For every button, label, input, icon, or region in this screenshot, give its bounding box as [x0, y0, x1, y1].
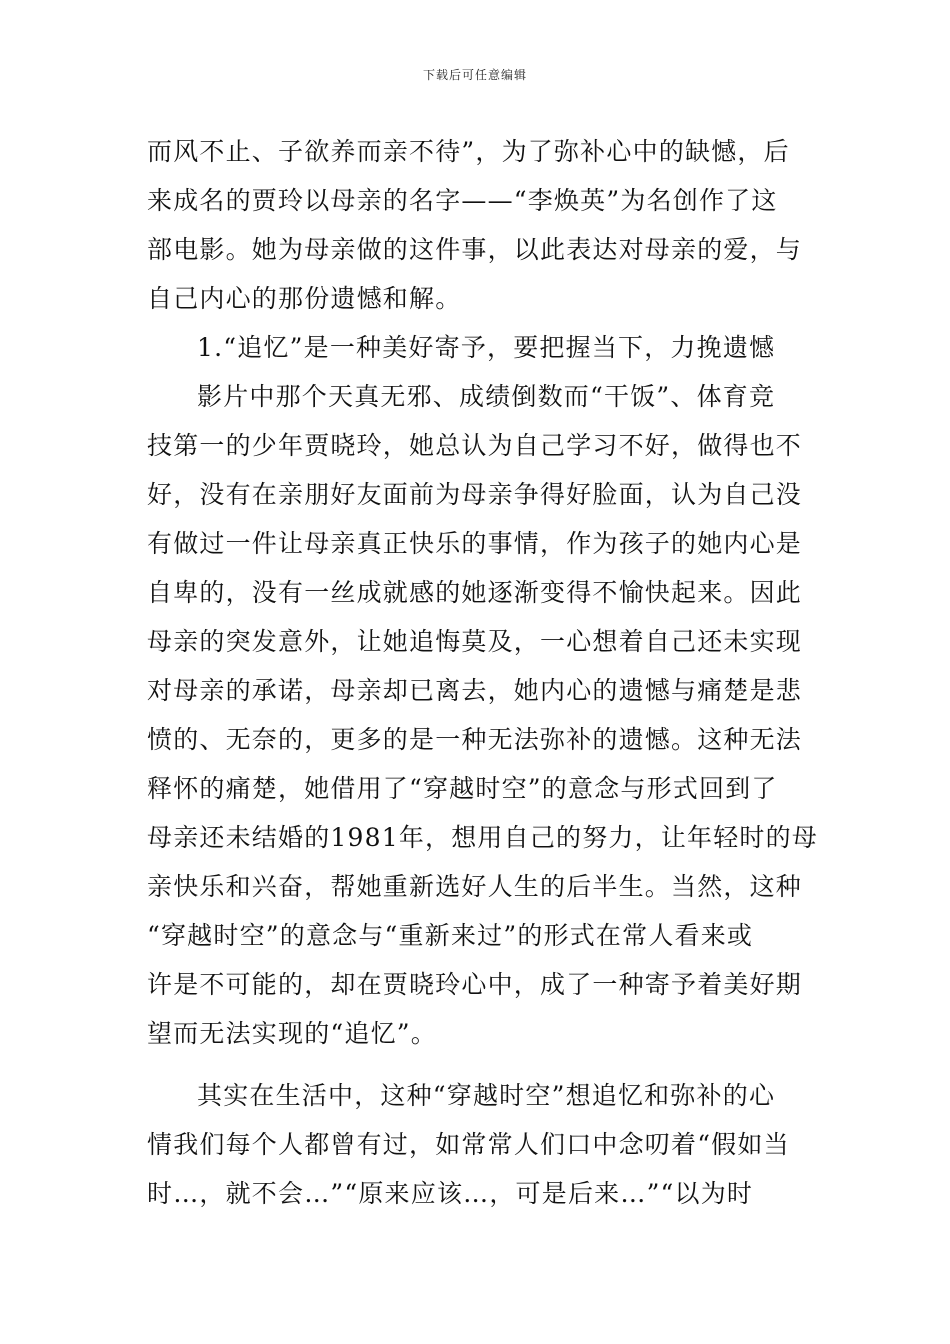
- document-body: [147, 127, 819, 1218]
- text-line: 愤的、无奈的，更多的是一种无法弥补的遗憾。这种无法: [147, 725, 803, 754]
- text-line: 释怀的痛楚，她借用了“穿越时空”的意念与形式回到了: [147, 774, 778, 803]
- text-line: 母亲还未结婚的1981年，想用自己的努力，让年轻时的母: [147, 823, 819, 852]
- text-line: 其实在生活中，这种“穿越时空”想追忆和弥补的心: [197, 1081, 776, 1110]
- text-line: 而风不止、子欲养而亲不待”，为了弥补心中的缺憾，后: [147, 137, 790, 166]
- text-line: 望而无法实现的“追忆”。: [147, 1019, 437, 1048]
- text-line: 情我们每个人都曾有过，如常常人们口中念叨着“假如当: [147, 1130, 790, 1159]
- text-line: 好，没有在亲朋好友面前为母亲争得好脸面，认为自己没: [147, 480, 803, 509]
- text-line: 对母亲的承诺，母亲却已离去，她内心的遗憾与痛楚是悲: [147, 676, 803, 705]
- text-line: 许是不可能的，却在贾晓玲心中，成了一种寄予着美好期: [147, 970, 803, 999]
- text-line: 母亲的突发意外，让她追悔莫及，一心想着自己还未实现: [147, 627, 803, 656]
- text-line: 技第一的少年贾晓玲，她总认为自己学习不好，做得也不: [147, 431, 803, 460]
- page-header: 下载后可任意编辑: [422, 68, 527, 82]
- text-line: 来成名的贾玲以母亲的名字——“李焕英”为名创作了这: [147, 186, 778, 215]
- text-line: 部电影。她为母亲做的这件事，以此表达对母亲的爱，与: [147, 235, 803, 264]
- text-line: 亲快乐和兴奋，帮她重新选好人生的后半生。当然，这种: [147, 872, 803, 901]
- section-heading: 1.“追忆”是一种美好寄予，要把握当下，力挽遗憾: [197, 333, 776, 362]
- text-line: 影片中那个天真无邪、成绩倒数而“干饭”、体育竞: [197, 382, 776, 411]
- text-line: 有做过一件让母亲真正快乐的事情，作为孩子的她内心是: [147, 529, 803, 558]
- text-line: 自卑的，没有一丝成就感的她逐渐变得不愉快起来。因此: [147, 578, 803, 607]
- text-line: 时…，就不会…”“原来应该…，可是后来…”“以为时: [147, 1179, 754, 1208]
- text-line: 自己内心的那份遗憾和解。: [147, 284, 462, 313]
- text-line: “穿越时空”的意念与“重新来过”的形式在常人看来或: [147, 921, 754, 950]
